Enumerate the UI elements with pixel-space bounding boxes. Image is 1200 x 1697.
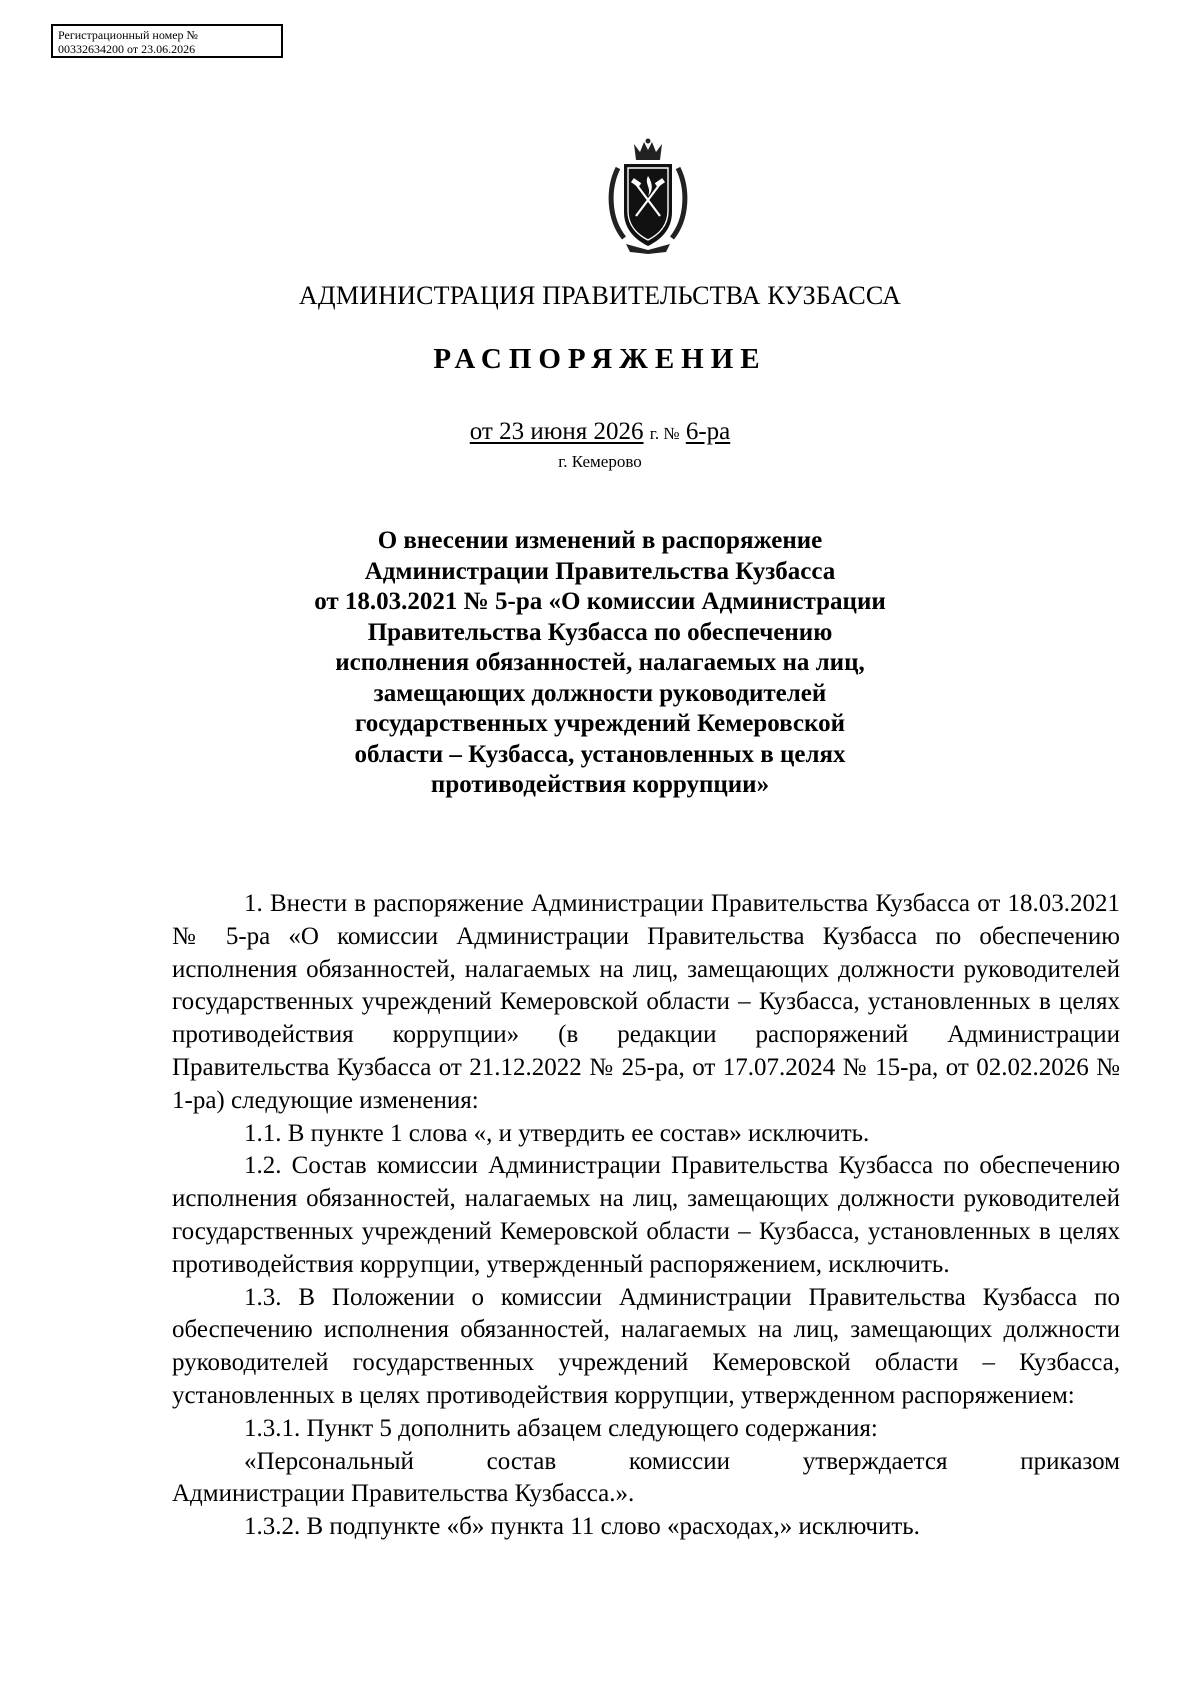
title-line: области – Кузбасса, установленных в целях: [354, 740, 846, 768]
registration-line-1: Регистрационный номер №: [58, 28, 198, 42]
paragraph-1-1: 1.1. В пункте 1 слова «, и утвердить ее состав» исключить.: [244, 1119, 870, 1147]
kuzbass-coat-of-arms-icon: [604, 138, 692, 254]
paragraph-1-3-1: 1.3.1. Пункт 5 дополнить абзацем следующего содержания:: [244, 1414, 878, 1442]
registration-stamp: [51, 24, 283, 58]
year-number-label: г. №: [649, 424, 680, 443]
document-date: от 23 июня 2026: [469, 418, 644, 445]
quote-line-1: «Персональный состав комиссии утверждается приказом: [244, 1447, 1120, 1475]
title-line: замещающих должности руководителей: [373, 679, 827, 707]
document-type: РАСПОРЯЖЕНИЕ: [433, 343, 767, 375]
title-line: от 18.03.2021 № 5-ра «О комиссии Администрации: [314, 588, 886, 615]
registration-line-2: 00332634200 от 23.06.2026: [58, 42, 196, 56]
title-line: исполнения обязанностей, налагаемых на лиц,: [335, 649, 865, 676]
paragraph-1-3-2: 1.3.2. В подпункте «б» пункта 11 слово «расходах,» исключить.: [244, 1513, 920, 1541]
title-line: государственных учреждений Кемеровской: [354, 710, 845, 737]
document-number: 6-ра: [685, 418, 731, 445]
document-title: [0, 526, 1200, 801]
document-city: г. Кемерово: [558, 452, 642, 471]
title-line: О внесении изменений в распоряжение: [377, 527, 823, 554]
document-date-number: [0, 418, 1200, 448]
paragraph-1-3: 1.3. В Положении о комиссии Администрации Правительства Кузбасса по обеспечению исполнения обязанностей, налагаемых на лиц, замещающих должности руководителей государственных учреждений Кемеровской области – Кузбасса, установленных в целях противодействия коррупции, утвержденном распоряжением:: [172, 1283, 1120, 1409]
quote-line-2: Администрации Правительства Кузбасса.».: [172, 1480, 635, 1508]
organization-name: АДМИНИСТРАЦИЯ ПРАВИТЕЛЬСТВА КУЗБАССА: [298, 281, 902, 310]
document-body: [172, 888, 1120, 1544]
paragraph-1: 1. Внести в распоряжение Администрации Правительства Кузбасса от 18.03.2021 № 5-ра «О комиссии Администрации Правительства Кузбасса по обеспечению исполнения обязанностей, налагаемых на лиц, замещающих должности руководителей государственных учреждений Кемеровской области – Кузбасса, установленных в целях противодействия коррупции» (в редакции распоряжений Администрации Правительства Кузбасса от 21.12.2022 № 25-ра, от 17.07.2024 № 15-ра, от 02.02.2026 № 1-ра) следующие изменения:: [172, 890, 1120, 1114]
title-line: Правительства Кузбасса по обеспечению: [367, 618, 833, 646]
title-line: противодействия коррупции»: [430, 771, 770, 798]
title-line: Администрации Правительства Кузбасса: [364, 557, 836, 585]
paragraph-1-2: 1.2. Состав комиссии Администрации Правительства Кузбасса по обеспечению исполнения обязанностей, налагаемых на лиц, замещающих должности руководителей государственных учреждений Кемеровской области – Кузбасса, установленных в целях противодействия коррупции, утвержденный распоряжением, исключить.: [172, 1152, 1120, 1278]
